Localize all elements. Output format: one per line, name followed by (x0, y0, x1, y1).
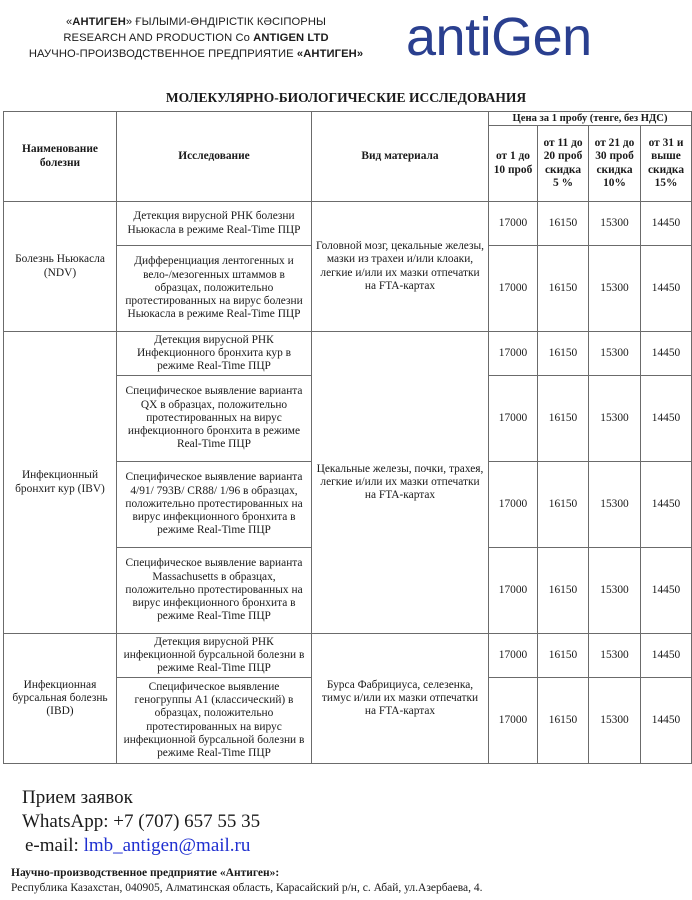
organization-name: Научно-производственное предприятие «Антиген»: (11, 867, 280, 879)
header-price-group: Цена за 1 пробу (тенге, без НДС) (489, 112, 692, 126)
letterhead (0, 0, 692, 80)
header-tier-1: от 1 до 10 проб (489, 126, 538, 202)
price-tier-2: 16150 (538, 678, 589, 764)
price-tier-2: 16150 (538, 376, 589, 462)
price-tier-1: 17000 (489, 332, 538, 376)
organization-footer (11, 866, 483, 896)
disease-cell: Инфекционная бурсальная болезнь (IBD) (4, 634, 117, 764)
price-tier-2: 16150 (538, 246, 589, 332)
price-tier-1: 17000 (489, 462, 538, 548)
whatsapp-label: WhatsApp: (22, 811, 114, 832)
organization-address: Республика Казахстан, 040905, Алматинская область, Карасайский р/н, с. Абай, ул.Азербаева, 4. (11, 882, 483, 894)
price-tier-1: 17000 (489, 376, 538, 462)
study-cell: Специфическое выявление варианта QX в образцах, положительно протестированных на вирус инфекционного бронхита в режиме Real-Time ПЦР (117, 376, 312, 462)
price-tier-3: 15300 (589, 462, 641, 548)
price-tier-2: 16150 (538, 462, 589, 548)
material-cell: Цекальные железы, почки, трахея, легкие и/или их мазки отпечатки на FTA-картах (312, 332, 489, 634)
price-tier-2: 16150 (538, 332, 589, 376)
price-tier-4: 14450 (641, 462, 692, 548)
email-label: e-mail: (25, 835, 84, 856)
price-table (3, 111, 692, 764)
price-tier-3: 15300 (589, 202, 641, 246)
price-tier-4: 14450 (641, 376, 692, 462)
header-tier-4: от 31 и выше скидка 15% (641, 126, 692, 202)
email-link[interactable]: lmb_antigen@mail.ru (83, 835, 251, 856)
study-cell: Детекция вирусной РНК Инфекционного бронхита кур в режиме Real-Time ПЦР (117, 332, 312, 376)
price-tier-1: 17000 (489, 634, 538, 678)
study-cell: Специфическое выявление варианта 4/91/ 793B/ CR88/ 1/96 в образцах, положительно протестированных на вирус инфекционного бронхита в режиме Real-Time ПЦР (117, 462, 312, 548)
company-name-kz: «АНТИГЕН» ҒЫЛЫМИ-ӨНДІРІСТІК КӘСІПОРНЫ (65, 16, 327, 28)
whatsapp-line (22, 810, 260, 834)
material-cell: Головной мозг, цекальные железы, мазки из трахеи и/или клоаки, легкие и/или их мазки отпечатки на FTA-картах (312, 202, 489, 332)
header-tier-3: от 21 до 30 проб скидка 10% (589, 126, 641, 202)
orders-label: Прием заявок (22, 787, 133, 808)
price-tier-4: 14450 (641, 202, 692, 246)
study-cell: Детекция вирусной РНК инфекционной бурсальной болезни в режиме Real-Time ПЦР (117, 634, 312, 678)
logo-wordmark: antiGen (406, 7, 592, 67)
price-tier-4: 14450 (641, 332, 692, 376)
study-cell: Дифференциация лентогенных и вело-/мезогенных штаммов в образцах, положительно протестированных на вирус болезни Ньюкасла в режиме Real-Time ПЦР (117, 246, 312, 332)
price-tier-3: 15300 (589, 332, 641, 376)
section-title: МОЛЕКУЛЯРНО-БИОЛОГИЧЕСКИЕ ИССЛЕДОВАНИЯ (165, 90, 527, 105)
contacts-block (22, 786, 260, 858)
table-row (4, 202, 692, 246)
table-row (4, 634, 692, 678)
price-tier-3: 15300 (589, 376, 641, 462)
study-cell: Специфическое выявление геногруппы A1 (классический) в образцах, положительно протестированных на вирус инфекционной бурсальной болезни в режиме Real-Time ПЦР (117, 678, 312, 764)
company-name-en: RESEARCH AND PRODUCTION Co ANTIGEN LTD (63, 32, 329, 44)
header-disease: Наименование болезни (4, 112, 117, 202)
whatsapp-number[interactable]: +7 (707) 657 55 35 (113, 811, 261, 832)
price-tier-2: 16150 (538, 548, 589, 634)
header-material: Вид материала (312, 112, 489, 202)
price-tier-3: 15300 (589, 678, 641, 764)
price-tier-3: 15300 (589, 634, 641, 678)
price-tier-1: 17000 (489, 202, 538, 246)
price-tier-3: 15300 (589, 246, 641, 332)
header-study: Исследование (117, 112, 312, 202)
price-tier-4: 14450 (641, 678, 692, 764)
price-tier-3: 15300 (589, 548, 641, 634)
price-tier-1: 17000 (489, 246, 538, 332)
antigen-logo (406, 4, 674, 70)
study-cell: Детекция вирусной РНК болезни Ньюкасла в режиме Real-Time ПЦР (117, 202, 312, 246)
study-cell: Специфическое выявление варианта Massachusetts в образцах, положительно протестированных на вирус инфекционного бронхита в режиме Real-Time ПЦР (117, 548, 312, 634)
price-tier-2: 16150 (538, 202, 589, 246)
price-tier-1: 17000 (489, 678, 538, 764)
price-tier-4: 14450 (641, 246, 692, 332)
price-tier-2: 16150 (538, 634, 589, 678)
header-tier-2: от 11 до 20 проб скидка 5 % (538, 126, 589, 202)
disease-cell: Болезнь Ньюкасла (NDV) (4, 202, 117, 332)
price-tier-4: 14450 (641, 634, 692, 678)
email-line (22, 834, 260, 858)
company-name-ru: НАУЧНО-ПРОИЗВОДСТВЕННОЕ ПРЕДПРИЯТИЕ «АНТИГЕН» (28, 48, 364, 60)
material-cell: Бурса Фабрициуса, селезенка, тимус и/или их мазки отпечатки на FTA-картах (312, 634, 489, 764)
company-name-block (26, 14, 366, 62)
table-row (4, 332, 692, 376)
price-tier-1: 17000 (489, 548, 538, 634)
price-tier-4: 14450 (641, 548, 692, 634)
disease-cell: Инфекционный бронхит кур (IBV) (4, 332, 117, 634)
